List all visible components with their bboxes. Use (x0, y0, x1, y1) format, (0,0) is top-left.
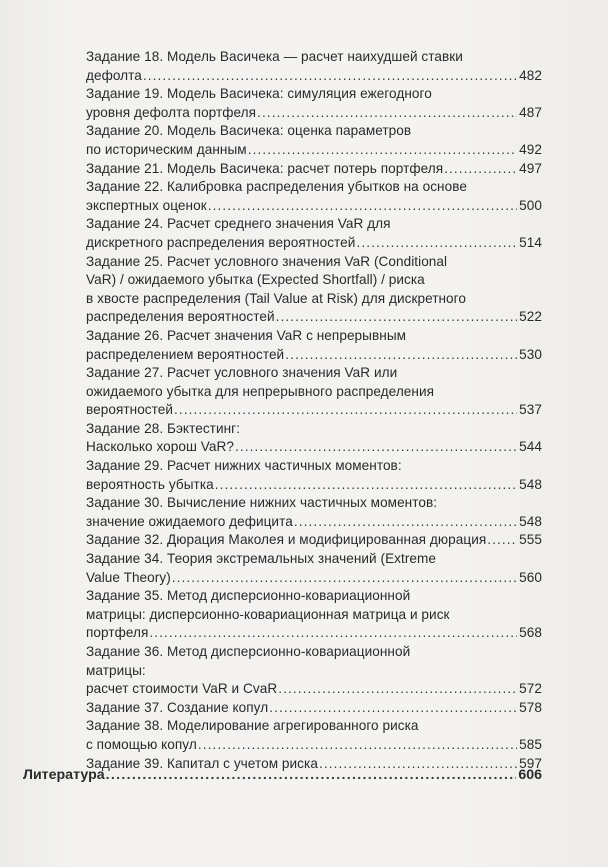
toc-entry-text: Задание 18. Модель Васичека — расчет наихудшей ставки (86, 49, 463, 64)
toc-entry-text: Задание 25. Расчет условного значения VaR (Conditional (86, 253, 448, 269)
toc-entry[interactable] (86, 48, 542, 85)
toc-entry-line (86, 476, 542, 495)
table-of-contents (86, 48, 542, 773)
toc-entry-text: уровня дефолта портфеля (86, 104, 257, 120)
toc-entry-text: Задание 29. Расчет нижних частичных моментов: (86, 458, 402, 474)
toc-entry-text: Задание 20. Модель Васичека: оценка параметров (86, 123, 412, 139)
toc-entry-line (86, 513, 542, 532)
toc-entry-line (86, 680, 542, 699)
toc-entry-line (86, 48, 542, 67)
toc-entry-text: распределением вероятностей (86, 346, 285, 362)
toc-entry-line (86, 643, 542, 662)
toc-entry-text: матрицы: дисперсионно-ковариационная матрица и риск (86, 606, 450, 622)
toc-entry-line (86, 178, 542, 197)
toc-page-number: 487 (519, 104, 542, 120)
toc-entry-literature[interactable] (23, 765, 542, 785)
toc-entry[interactable] (86, 215, 542, 252)
toc-entry-text: дефолта (86, 67, 142, 83)
toc-entry-text: расчет стоимости VaR и CvaR (86, 681, 278, 697)
toc-entry-line (86, 736, 542, 755)
dot-leader (444, 160, 517, 179)
toc-entry-text: значение ожидаемого дефицита (86, 513, 293, 529)
toc-entry-line (86, 346, 542, 365)
toc-entry-text: распределения вероятностей (86, 309, 275, 325)
toc-entry-text: Задание 30. Вычисление нижних частичных моментов: (86, 495, 438, 511)
dot-leader (208, 197, 517, 216)
toc-entry-text: Задание 24. Расчет среднего значения VaR для (86, 216, 391, 232)
toc-page-number: 548 (519, 513, 542, 529)
toc-entry-line (86, 215, 542, 234)
dot-leader (487, 531, 517, 550)
toc-page-number: 497 (519, 160, 542, 176)
toc-entry-text: Задание 34. Теория экстремальных значений (Extreme (86, 551, 437, 567)
dot-leader (276, 308, 518, 327)
toc-page-number: 578 (519, 699, 542, 715)
toc-entry-line (86, 531, 542, 550)
toc-page-number: 514 (519, 234, 542, 250)
toc-entry-line (86, 550, 542, 569)
dot-leader (143, 67, 517, 86)
toc-entry[interactable] (86, 327, 542, 364)
toc-page-number: 560 (519, 569, 542, 585)
toc-entry[interactable] (86, 122, 542, 159)
toc-entry-title: Литература (23, 767, 105, 783)
toc-entry-line (86, 290, 542, 309)
dot-leader (149, 624, 517, 643)
dot-leader (106, 765, 517, 785)
toc-entry-line (86, 401, 542, 420)
dot-leader (257, 104, 517, 123)
toc-entry-line (86, 160, 542, 179)
dot-leader (172, 569, 517, 588)
toc-page-number: 572 (519, 681, 542, 697)
toc-entry[interactable] (86, 717, 542, 754)
toc-page-number: 548 (519, 476, 542, 492)
toc-entry-line (86, 624, 542, 643)
toc-entry-line (86, 67, 542, 86)
toc-entry-line (86, 141, 542, 160)
toc-entry[interactable] (86, 643, 542, 699)
toc-entry-text: Насколько хорош VaR? (86, 439, 234, 455)
toc-entry-line (86, 104, 542, 123)
toc-entry-text: Задание 28. Бэктестинг: (86, 420, 240, 436)
toc-entry-text: портфеля (86, 625, 149, 641)
toc-entry[interactable] (86, 699, 542, 718)
toc-entry-line (86, 197, 542, 216)
toc-entry-text: Задание 22. Калибровка распределения убытков на основе (86, 179, 467, 195)
toc-page-number: 500 (519, 197, 542, 213)
toc-page-number: 555 (519, 532, 542, 548)
toc-page-number: 482 (519, 67, 542, 83)
toc-entry-line (86, 699, 542, 718)
toc-page-number: 537 (519, 402, 542, 418)
toc-page-number: 597 (519, 755, 542, 771)
toc-entry-line (86, 717, 542, 736)
toc-entry-text: по историческим данным (86, 141, 247, 157)
toc-entry-line (86, 271, 542, 290)
toc-entry-text: Задание 38. Моделирование агрегированного риска (86, 718, 419, 734)
toc-entry-text: ожидаемого убытка для непрерывного распределения (86, 383, 435, 399)
dot-leader (235, 438, 517, 457)
toc-page-number: 522 (519, 309, 542, 325)
toc-entry-line (86, 383, 542, 402)
toc-page-number: 568 (519, 625, 542, 641)
dot-leader (269, 699, 517, 718)
toc-entry-text: вероятность убытка (86, 476, 214, 492)
toc-entry-text: VaR) / ожидаемого убытка (Expected Shortfall) / риска (86, 272, 425, 288)
toc-entry-text: матрицы: (86, 662, 146, 678)
toc-entry[interactable] (86, 420, 542, 457)
toc-entry-text: с помощью копул (86, 736, 197, 752)
toc-entry-text: Задание 21. Модель Васичека: расчет потерь портфеля (86, 160, 444, 176)
dot-leader (198, 736, 517, 755)
dot-leader (248, 141, 517, 160)
toc-entry-line (86, 494, 542, 513)
toc-entry-line (86, 253, 542, 272)
toc-entry-text: вероятностей (86, 402, 174, 418)
toc-entry-text: Задание 32. Дюрация Маколея и модифицированная дюрация (86, 532, 487, 548)
dot-leader (285, 346, 517, 365)
toc-entry-line (86, 587, 542, 606)
toc-entry[interactable] (86, 364, 542, 420)
toc-page-number: 585 (519, 736, 542, 752)
toc-entry-line (86, 569, 542, 588)
toc-entry-text: Задание 37. Создание копул (86, 699, 269, 715)
toc-entry-text: дискретного распределения вероятностей (86, 234, 356, 250)
toc-entry-line (86, 364, 542, 383)
toc-entry-text: Задание 36. Метод дисперсионно-ковариационной (86, 644, 411, 659)
toc-entry-line (86, 234, 542, 253)
toc-page-number: 492 (519, 141, 542, 157)
toc-entry-text: Задание 26. Расчет значения VaR с непрерывным (86, 327, 407, 343)
dot-leader (174, 401, 517, 420)
toc-entry-line (86, 420, 542, 439)
toc-entry-text: Задание 19. Модель Васичека: симуляция ежегодного (86, 86, 432, 102)
toc-entry[interactable] (86, 178, 542, 215)
toc-entry-text: экспертных оценок (86, 197, 207, 213)
toc-entry[interactable] (86, 494, 542, 531)
toc-entry-text: Задание 35. Метод дисперсионно-ковариационной (86, 588, 411, 604)
toc-entry-text: Value Theory) (86, 569, 171, 585)
toc-page-number: 530 (519, 346, 542, 362)
toc-entry[interactable] (86, 531, 542, 550)
toc-entry[interactable] (86, 160, 542, 179)
toc-entry-text: Задание 39. Капитал с учетом риска (86, 755, 318, 771)
toc-entry[interactable] (86, 85, 542, 122)
toc-entry-line (86, 606, 542, 625)
toc-entry[interactable] (86, 253, 542, 327)
toc-entry[interactable] (86, 457, 542, 494)
dot-leader (278, 680, 517, 699)
toc-entry-line (86, 308, 542, 327)
toc-entry-line (86, 327, 542, 346)
dot-leader (215, 476, 517, 495)
toc-entry-line (86, 438, 542, 457)
toc-entry-text: в хвосте распределения (Tail Value at Risk) для дискретного (86, 290, 466, 306)
dot-leader (356, 234, 517, 253)
toc-entry[interactable] (86, 550, 542, 587)
toc-page-number: 544 (519, 439, 542, 455)
toc-entry-line (86, 457, 542, 476)
toc-entry-line (86, 85, 542, 104)
toc-entry-line (86, 662, 542, 681)
toc-page-number: 606 (518, 767, 542, 783)
toc-entry[interactable] (86, 587, 542, 643)
toc-entry-text: Задание 27. Расчет условного значения VaR или (86, 365, 398, 381)
dot-leader (294, 513, 517, 532)
toc-entry-line (86, 122, 542, 141)
